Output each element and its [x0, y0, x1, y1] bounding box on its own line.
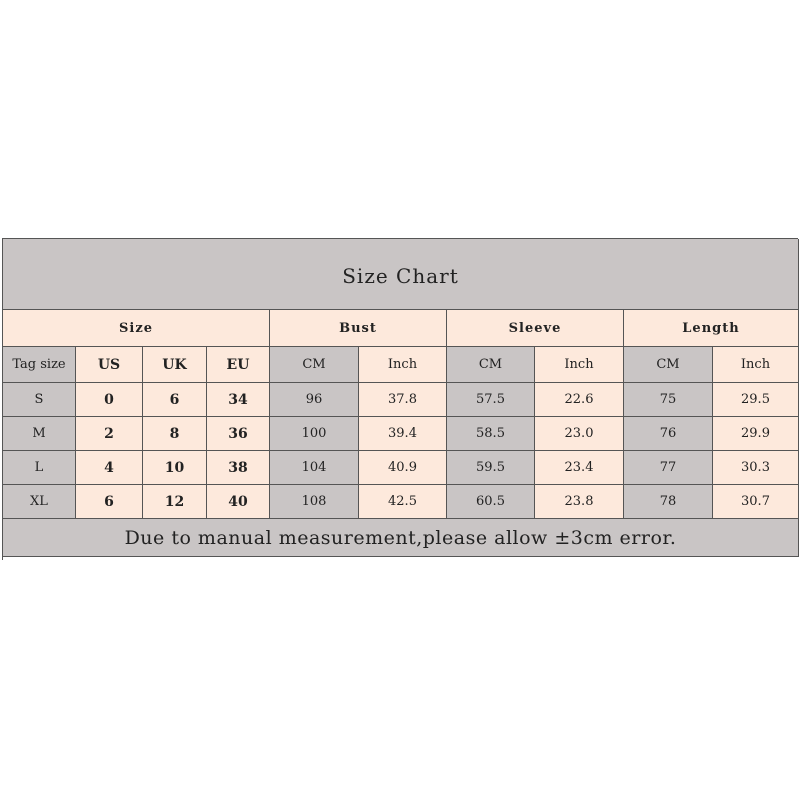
cell-uk: 12	[143, 485, 207, 519]
cell-length-cm: 77	[624, 451, 713, 485]
subheader-tag-size: Tag size	[3, 347, 76, 383]
cell-sleeve-cm: 59.5	[447, 451, 535, 485]
cell-length-inch: 29.9	[713, 417, 799, 451]
subheader-length-cm: CM	[624, 347, 713, 383]
cell-length-cm: 75	[624, 383, 713, 417]
chart-title: Size Chart	[3, 239, 799, 310]
cell-eu: 38	[207, 451, 270, 485]
cell-bust-inch: 42.5	[359, 485, 447, 519]
cell-bust-inch: 37.8	[359, 383, 447, 417]
subheader-bust-inch: Inch	[359, 347, 447, 383]
cell-sleeve-cm: 57.5	[447, 383, 535, 417]
cell-bust-cm: 100	[270, 417, 359, 451]
cell-us: 2	[76, 417, 143, 451]
subheader-eu: EU	[207, 347, 270, 383]
cell-sleeve-inch: 22.6	[535, 383, 624, 417]
cell-us: 0	[76, 383, 143, 417]
cell-sleeve-inch: 23.0	[535, 417, 624, 451]
cell-bust-cm: 104	[270, 451, 359, 485]
cell-length-inch: 30.3	[713, 451, 799, 485]
cell-uk: 6	[143, 383, 207, 417]
cell-tag-size: M	[3, 417, 76, 451]
cell-bust-cm: 108	[270, 485, 359, 519]
group-header-sleeve: Sleeve	[447, 310, 624, 347]
subheader-uk: UK	[143, 347, 207, 383]
cell-us: 6	[76, 485, 143, 519]
cell-eu: 34	[207, 383, 270, 417]
cell-eu: 36	[207, 417, 270, 451]
subheader-length-inch: Inch	[713, 347, 799, 383]
cell-bust-inch: 40.9	[359, 451, 447, 485]
cell-eu: 40	[207, 485, 270, 519]
cell-length-cm: 78	[624, 485, 713, 519]
group-header-length: Length	[624, 310, 799, 347]
cell-tag-size: XL	[3, 485, 76, 519]
cell-sleeve-cm: 58.5	[447, 417, 535, 451]
group-header-size: Size	[3, 310, 270, 347]
cell-uk: 10	[143, 451, 207, 485]
measurement-note: Due to manual measurement,please allow ±3cm error.	[3, 519, 799, 557]
cell-sleeve-inch: 23.4	[535, 451, 624, 485]
cell-uk: 8	[143, 417, 207, 451]
subheader-us: US	[76, 347, 143, 383]
cell-length-cm: 76	[624, 417, 713, 451]
cell-bust-cm: 96	[270, 383, 359, 417]
cell-bust-inch: 39.4	[359, 417, 447, 451]
cell-length-inch: 29.5	[713, 383, 799, 417]
cell-sleeve-inch: 23.8	[535, 485, 624, 519]
subheader-bust-cm: CM	[270, 347, 359, 383]
cell-us: 4	[76, 451, 143, 485]
cell-tag-size: S	[3, 383, 76, 417]
cell-tag-size: L	[3, 451, 76, 485]
subheader-sleeve-inch: Inch	[535, 347, 624, 383]
group-header-bust: Bust	[270, 310, 447, 347]
size-chart-table	[2, 238, 798, 560]
subheader-sleeve-cm: CM	[447, 347, 535, 383]
cell-sleeve-cm: 60.5	[447, 485, 535, 519]
cell-length-inch: 30.7	[713, 485, 799, 519]
